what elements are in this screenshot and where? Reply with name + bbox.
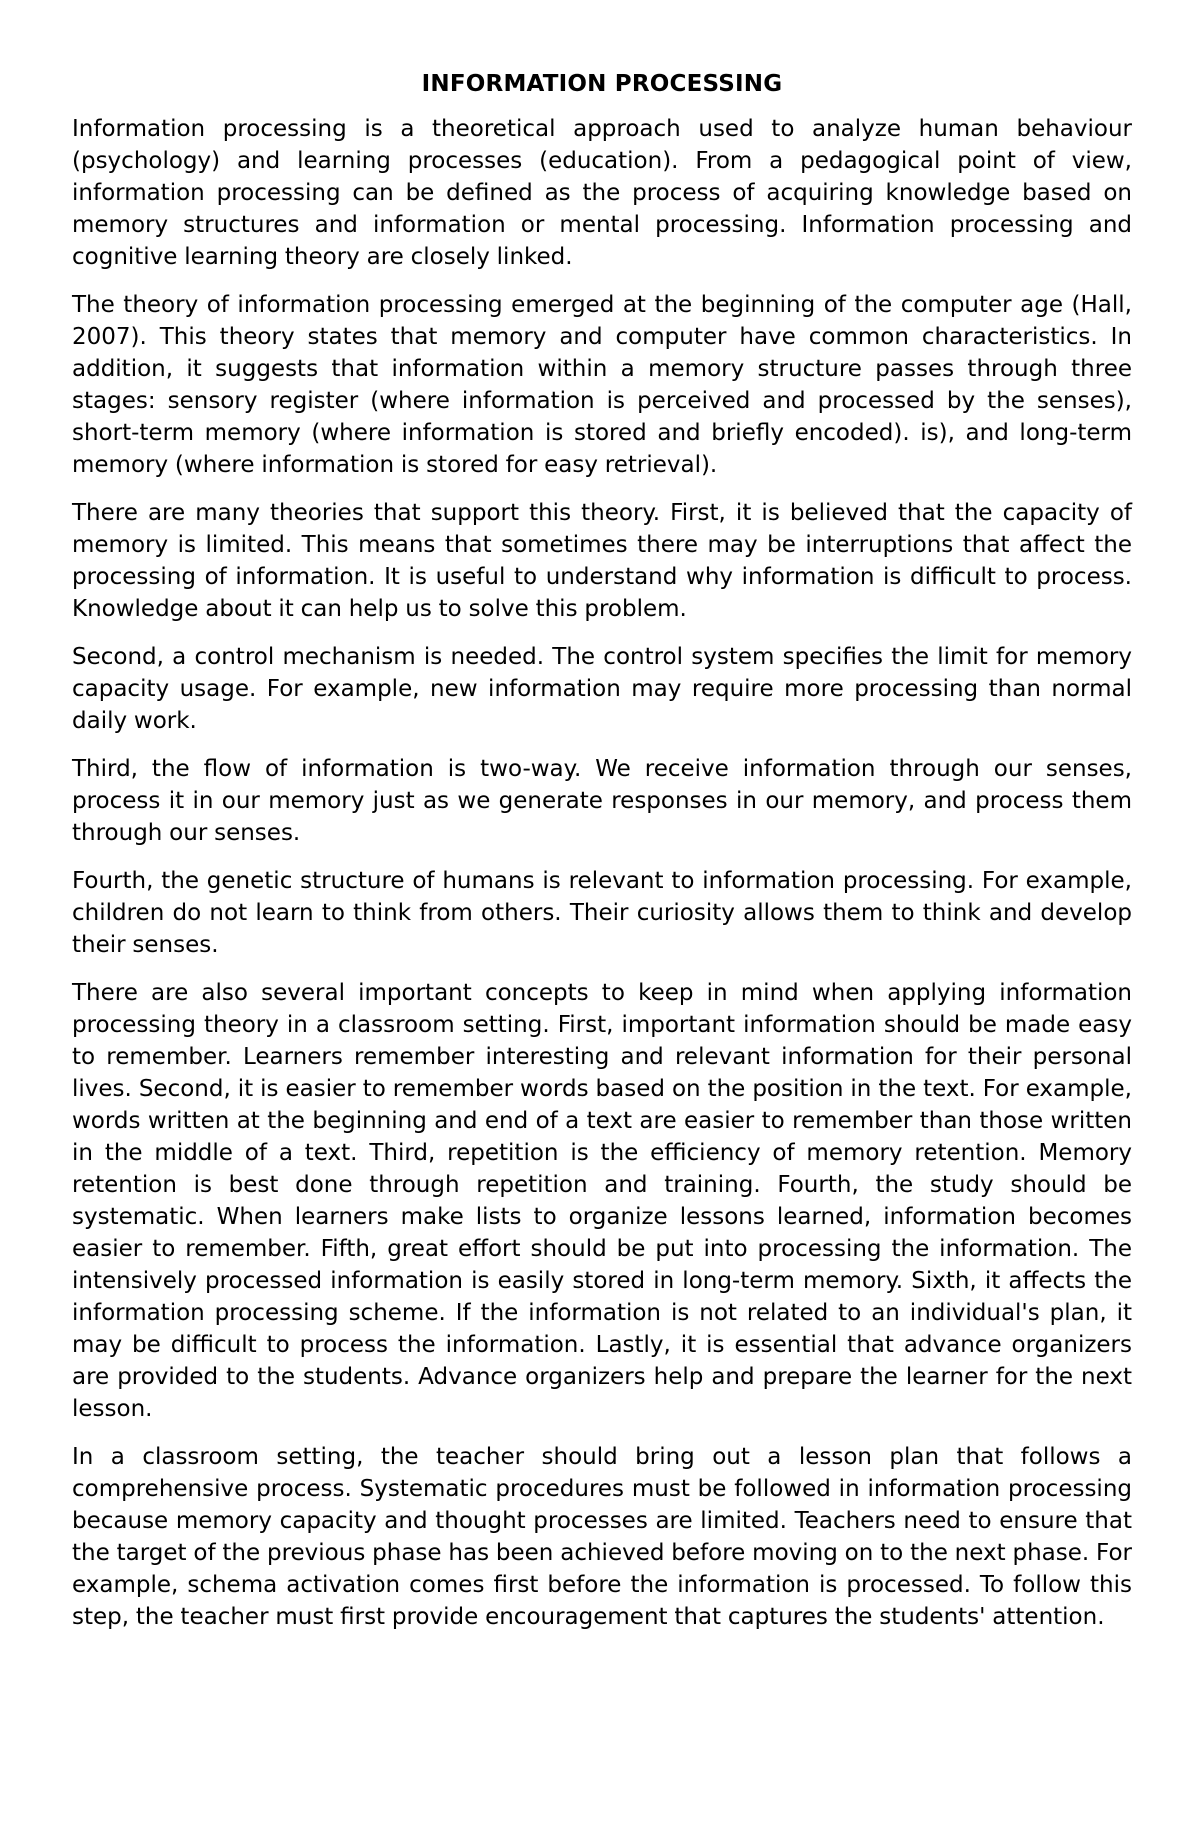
document-page (72, 68, 1132, 1649)
paragraph-3: There are many theories that support this theory. First, it is believed that the capacity of memory is limited. This means that sometimes there may be interruptions that affect the processing of information. It is useful to understand why information is difficult to process. Knowledge about it can help us to solve this problem. (72, 500, 1132, 622)
document-title: INFORMATION PROCESSING (421, 71, 783, 97)
paragraph-2: The theory of information processing emerged at the beginning of the computer age (Hall, 2007). This theory states that memory and computer have common characteristics. In addition, it suggests that information within a memory structure passes through three stages: sensory register (where information is perceived and processed by the senses), short-term memory (where information is stored and briefly encoded). is), and long-term memory (where information is stored for easy retrieval). (72, 292, 1132, 478)
paragraph-5: Third, the flow of information is two-way. We receive information through our senses, process it in our memory just as we generate responses in our memory, and process them through our senses. (72, 756, 1132, 846)
paragraph-8: In a classroom setting, the teacher should bring out a lesson plan that follows a comprehensive process. Systematic procedures must be followed in information processing because memory capacity and thought processes are limited. Teachers need to ensure that the target of the previous phase has been achieved before moving on to the next phase. For example, schema activation comes first before the information is processed. To follow this step, the teacher must first provide encouragement that captures the students' attention. (72, 1444, 1132, 1630)
paragraph-6: Fourth, the genetic structure of humans is relevant to information processing. For example, children do not learn to think from others. Their curiosity allows them to think and develop their senses. (72, 868, 1132, 958)
paragraph-7: There are also several important concepts to keep in mind when applying information processing theory in a classroom setting. First, important information should be made easy to remember. Learners remember interesting and relevant information for their personal lives. Second, it is easier to remember words based on the position in the text. For example, words written at the beginning and end of a text are easier to remember than those written in the middle of a text. Third, repetition is the efficiency of memory retention. Memory retention is best done through repetition and training. Fourth, the study should be systematic. When learners make lists to organize lessons learned, information becomes easier to remember. Fifth, great effort should be put into processing the information. The intensively processed information is easily stored in long-term memory. Sixth, it affects the information processing scheme. If the information is not related to an individual's plan, it may be difficult to process the information. Lastly, it is essential that advance organizers are provided to the students. Advance organizers help and prepare the learner for the next lesson. (72, 980, 1132, 1422)
paragraph-4: Second, a control mechanism is needed. The control system specifies the limit for memory capacity usage. For example, new information may require more processing than normal daily work. (72, 644, 1132, 734)
paragraph-1: Information processing is a theoretical approach used to analyze human behaviour (psychology) and learning processes (education). From a pedagogical point of view, information processing can be defined as the process of acquiring knowledge based on memory structures and information or mental processing. Information processing and cognitive learning theory are closely linked. (72, 116, 1132, 270)
